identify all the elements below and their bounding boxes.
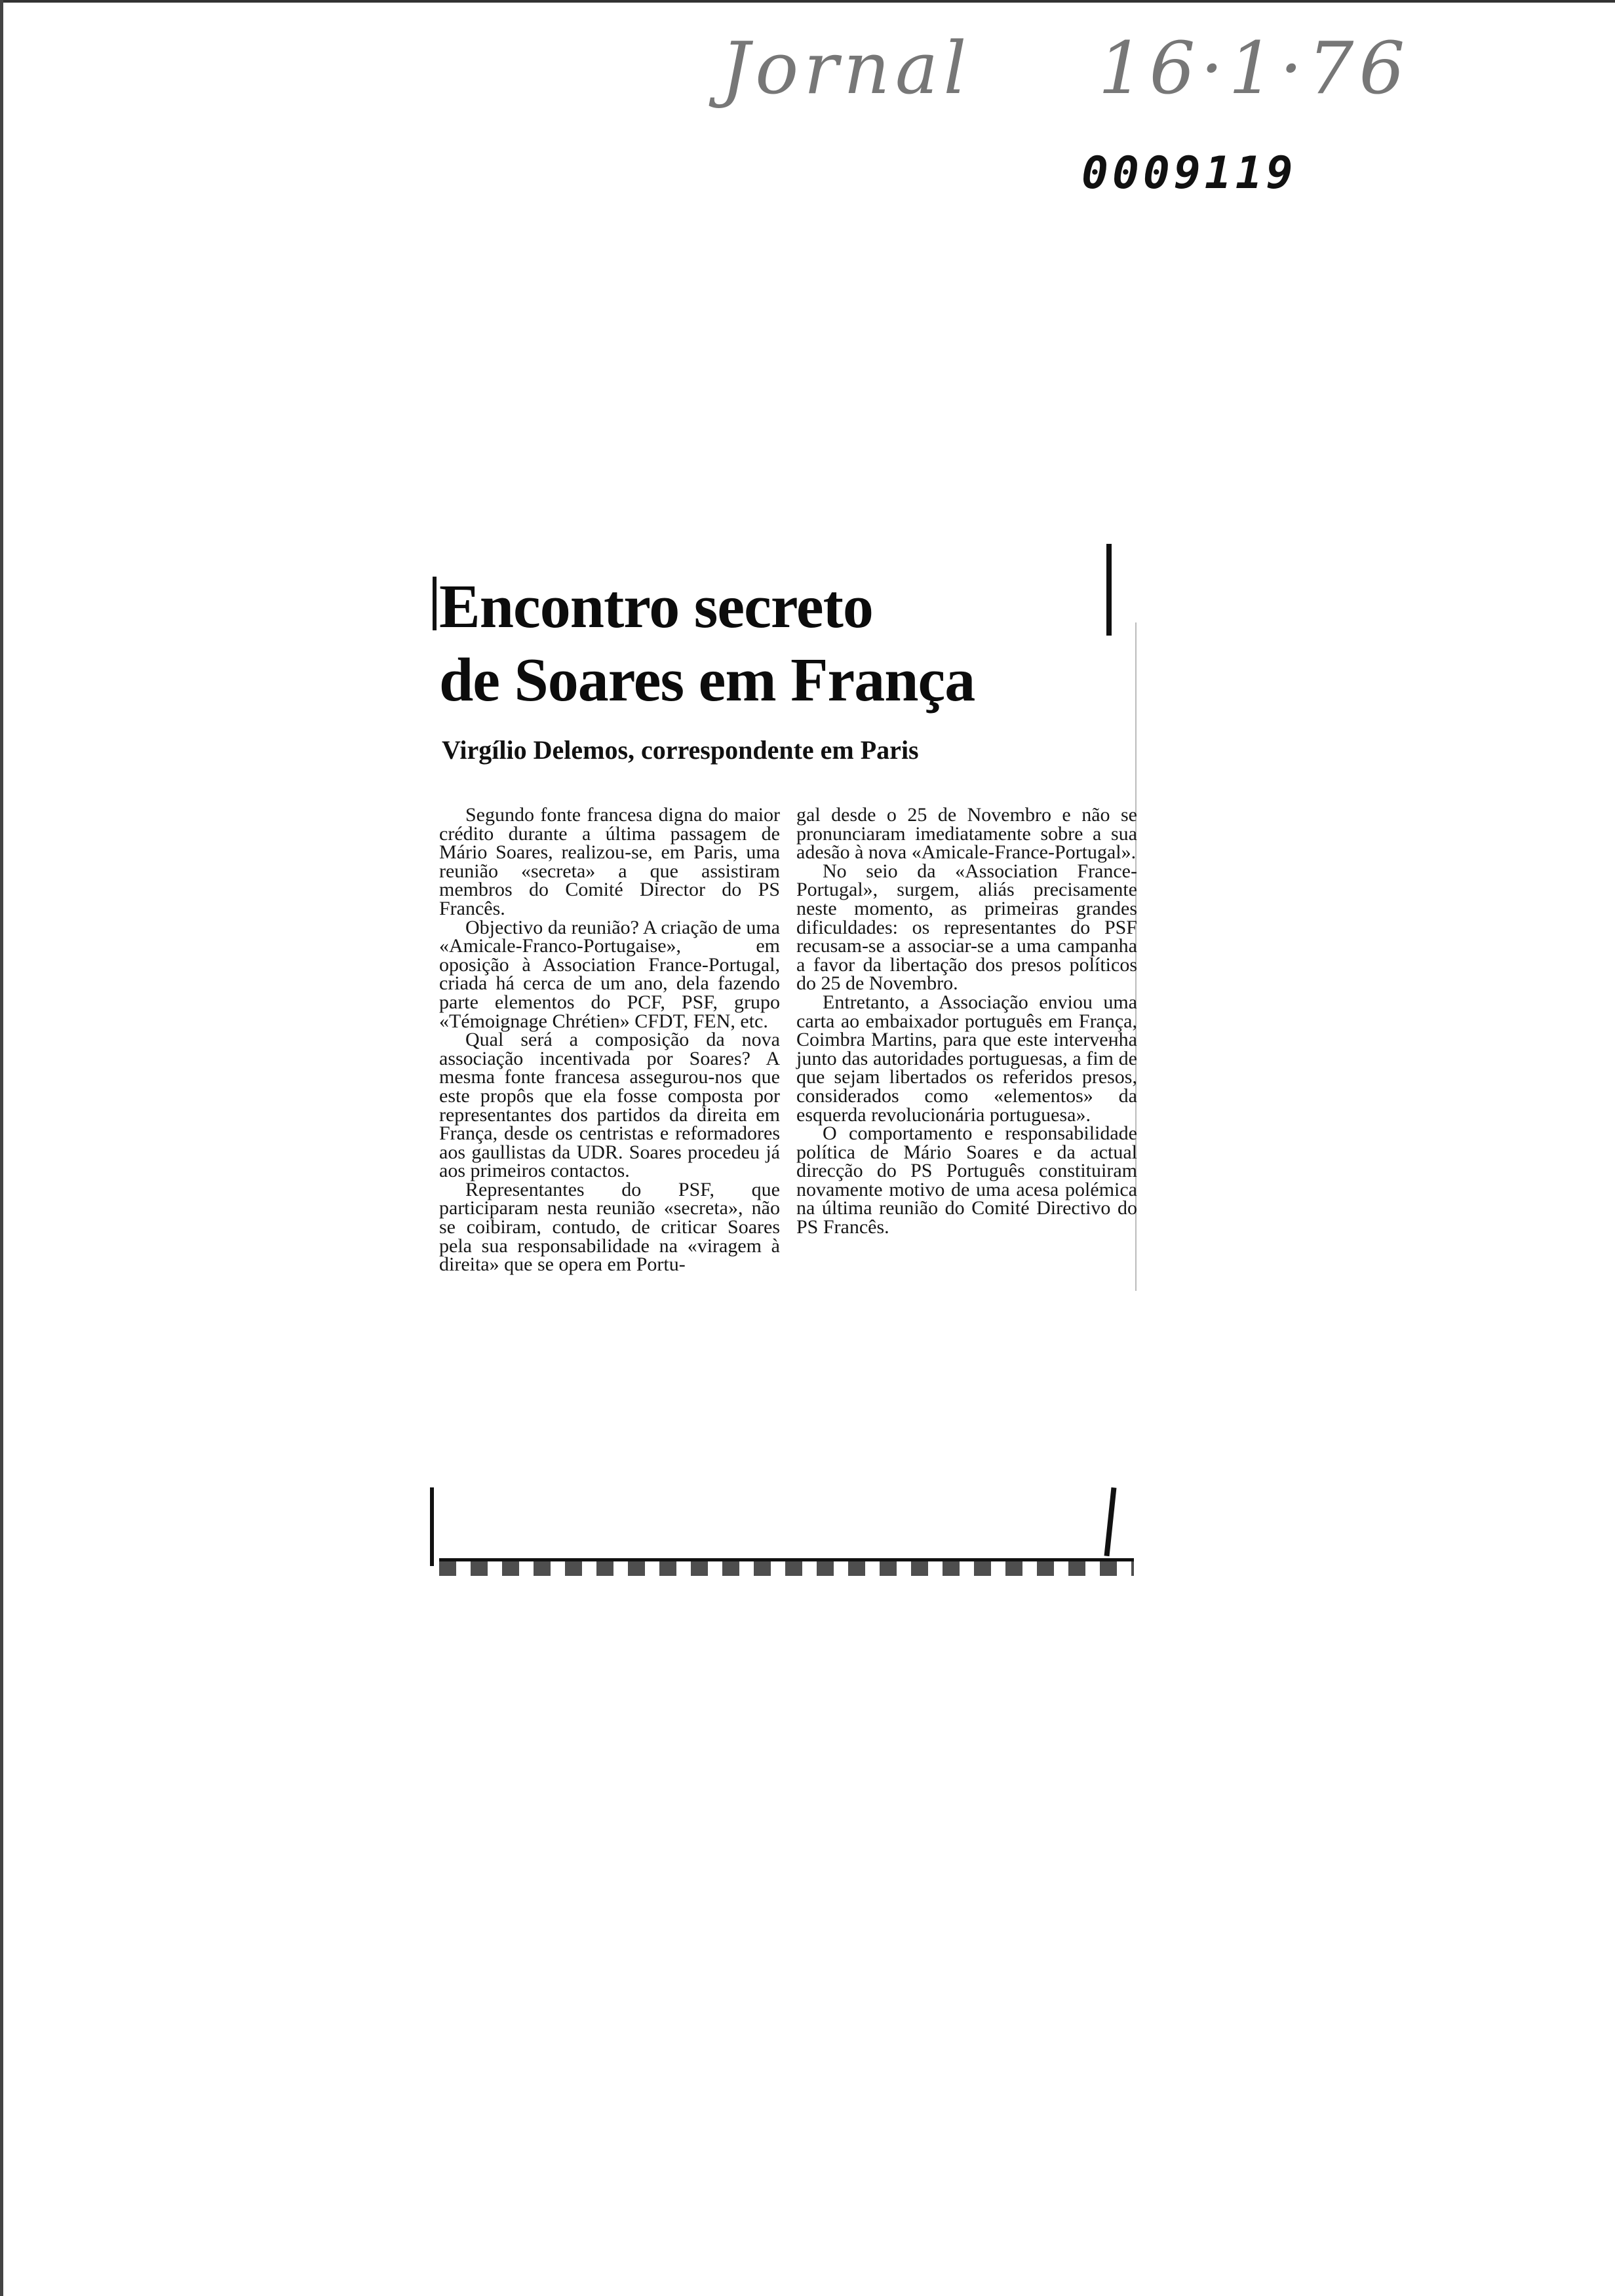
crop-mark-bottom-left — [430, 1487, 434, 1566]
scan-edge-left — [0, 0, 3, 2296]
article-column-left — [439, 806, 780, 1274]
article-headline — [439, 570, 1095, 717]
paragraph: Qual será a composição da nova associação incentivada por Soares? A mesma fonte francesa assegurou-nos que este propôs que ela fosse composta por representantes dos partidos da direita em França, desde os centristas e reformadores aos gaullistas da UDR. Soares procedeu já aos primeiros contactos. — [439, 1029, 780, 1182]
scan-edge-top — [0, 0, 1615, 3]
crop-mark-top-left — [433, 577, 437, 630]
paragraph: gal desde o 25 de Novembro e não se pronunciaram imediatamente sobre a sua adesão à nova «Amicale-France-Portugal». — [796, 804, 1137, 864]
paragraph: O comportamento e responsabilidade política de Mário Soares e da actual direcção do PS Português constituiram novamente motivo de uma acesa polémica na última reunião do Comité Directivo do PS Francês. — [796, 1122, 1137, 1238]
archive-number: 0009119 — [1081, 147, 1297, 199]
headline-line-2: de Soares em França — [439, 646, 975, 714]
paragraph: Representantes do PSF, que participaram nesta reunião «secreta», não se coibiram, contudo, de criticar Soares pela sua responsabilidade na «viragem à direita» que se opera em Portu- — [439, 1178, 780, 1276]
handwritten-source: Jornal — [721, 26, 972, 110]
crop-mark-bottom-right — [1104, 1487, 1117, 1556]
paragraph: Objectivo da reunião? A criação de uma «Amicale-Franco-Portugaise», em oposição à Association France-Portugal, criada há cerca de um ano, dela fazendo parte elementos do PCF, PSF, grupo «Témoignage Chrétien» CFDT, FEN, etc. — [439, 916, 780, 1032]
newspaper-clipping — [433, 544, 1137, 1592]
headline-line-1: Encontro secreto — [439, 573, 873, 641]
handwritten-annotation — [721, 26, 1411, 124]
cut-off-text-fragment — [439, 1561, 1134, 1576]
paragraph: Entretanto, a Associação enviou uma carta ao embaixador português em França, Coimbra Martins, para que este interveнha junto das autoridades portuguesas, a fim de que sejam libertados os referidos presos, considerados como «elementos» da esquerda revolucionária portuguesa». — [796, 991, 1137, 1126]
article-byline: Virgílio Delemos, correspondente em Paris — [442, 735, 919, 765]
crop-mark-top-right — [1106, 544, 1112, 636]
handwritten-date: 16·1·76 — [1098, 26, 1411, 110]
paragraph: No seio da «Association France-Portugal», surgem, aliás precisamente neste momento, as primeiras grandes dificuldades: os representantes do PSF recusam-se a associar-se a uma campanha a favor da libertação dos presos políticos do 25 de Novembro. — [796, 860, 1137, 995]
paragraph: Segundo fonte francesa digna do maior crédito durante a última passagem de Mário Soares, realizou-se, em Paris, uma reunião «secreta» a que assistiram membros do Comité Director do PS Francês. — [439, 804, 780, 919]
article-column-right — [796, 806, 1137, 1237]
